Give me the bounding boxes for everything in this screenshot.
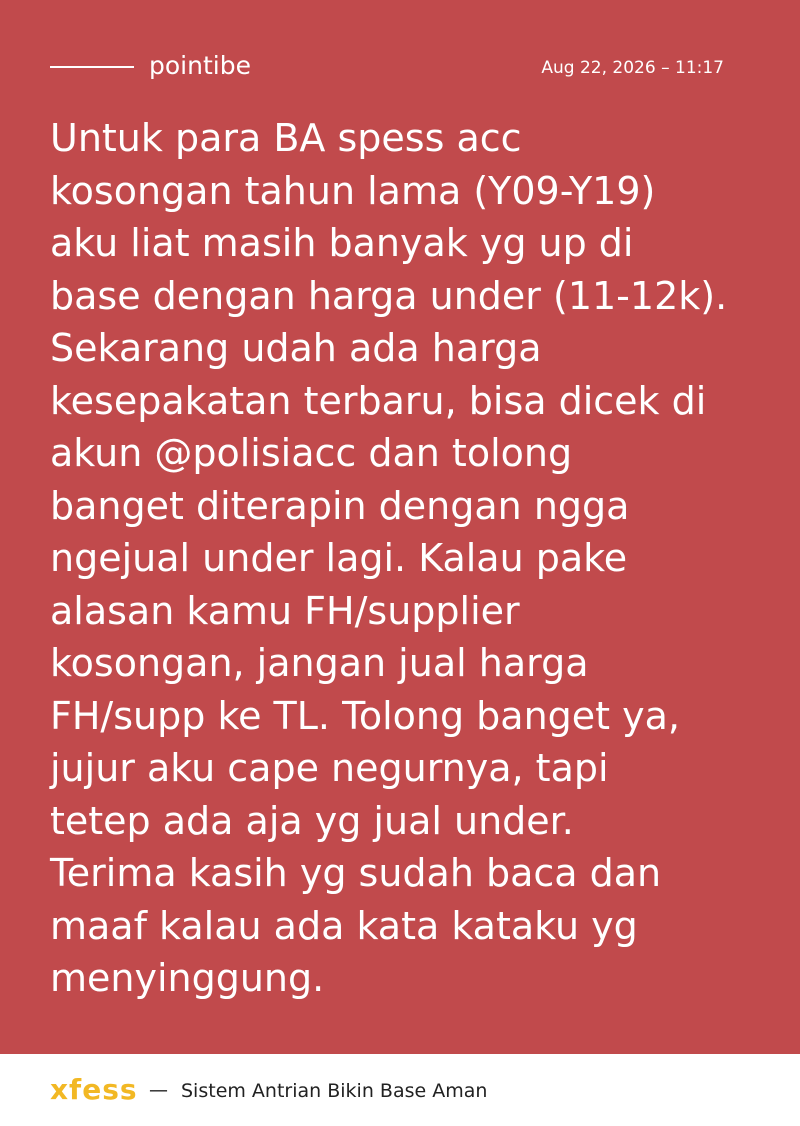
footer-tagline: Sistem Antrian Bikin Base Aman xyxy=(181,1080,488,1102)
post-timestamp: Aug 22, 2026 – 11:17 xyxy=(541,58,724,78)
footer-dash: — xyxy=(149,1079,168,1101)
xfess-logo: xfess xyxy=(50,1073,138,1106)
post-body-text: Untuk para BA spess acc kosongan tahun lama (Y09-Y19) aku liat masih banyak yg up di base dengan harga under (11-12k). Sekarang udah ada harga kesepakatan terbaru, bisa dicek di akun @polisiacc dan tolong banget diterapin dengan ngga ngejual under lagi. Kalau pake alasan kamu FH/supplier kosongan, jangan jual harga FH/supp ke TL. Tolong banget ya, jujur aku cape negurnya, tapi tetep ada aja yg jual under. Terima kasih yg sudah baca dan maaf kalau ada kata kataku yg menyinggung. xyxy=(50,116,728,1000)
username: pointibe xyxy=(149,51,251,80)
header-divider-line xyxy=(50,66,134,68)
footer-bar xyxy=(0,1054,800,1126)
